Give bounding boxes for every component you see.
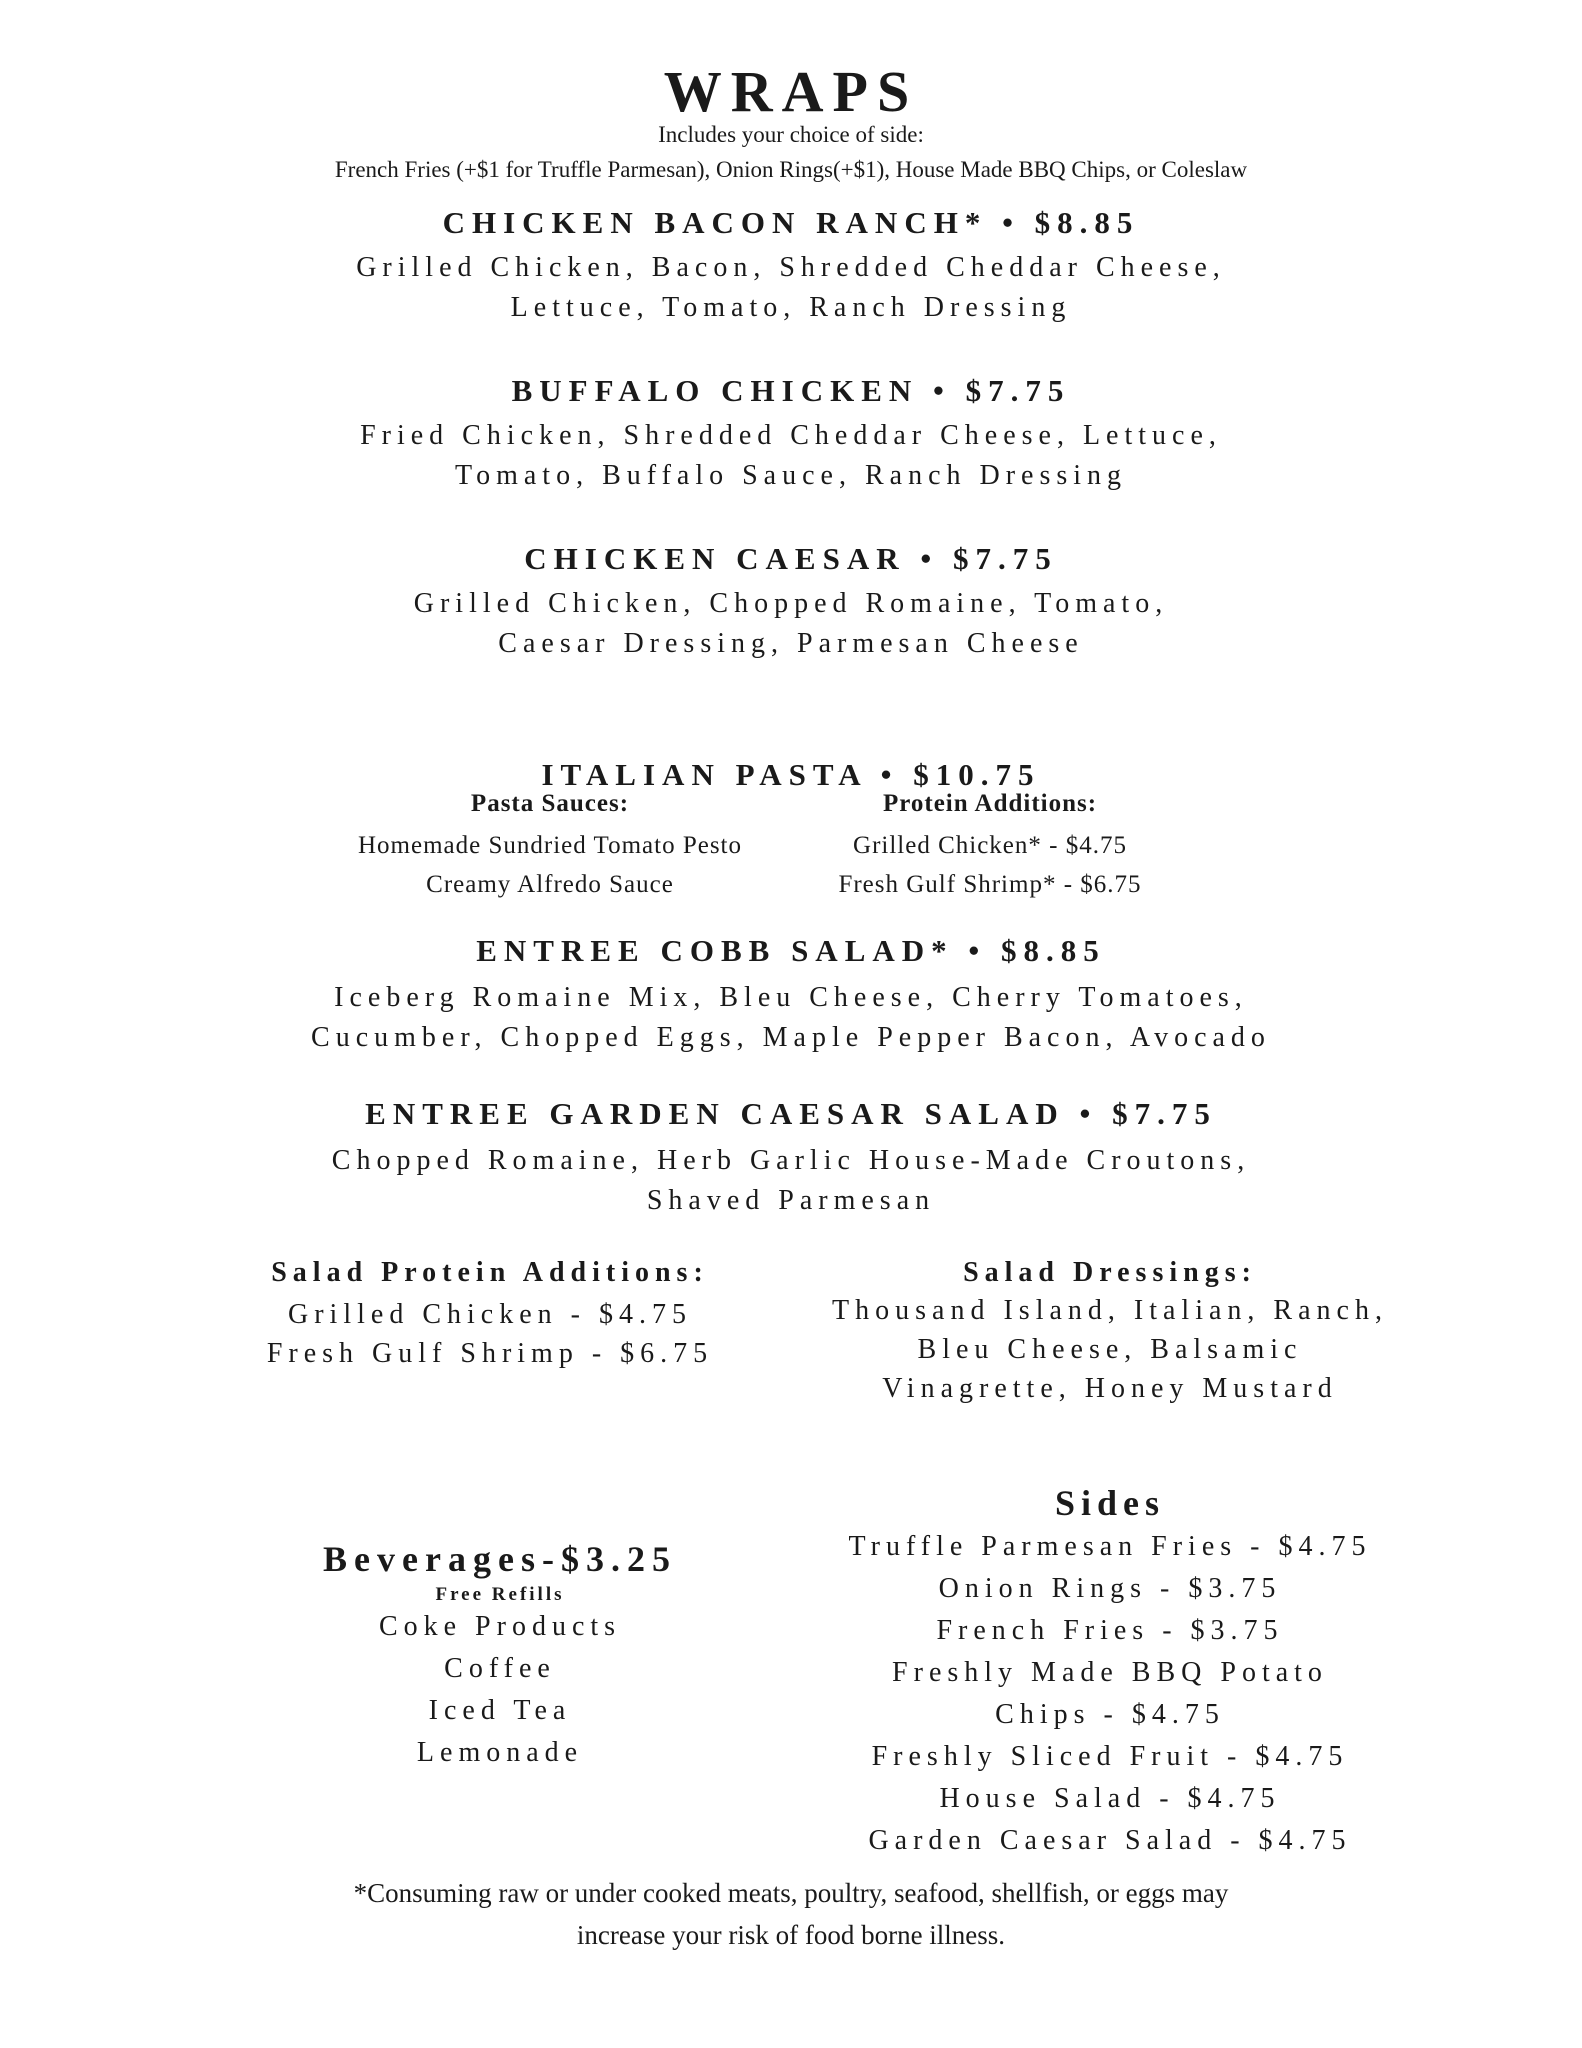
pasta-sauces-title: Pasta Sauces:: [470, 790, 630, 817]
desc-line: Chopped Romaine, Herb Garlic House-Made Croutons,: [331, 1145, 1251, 1176]
dressing-line: Bleu Cheese, Balsamic: [917, 1334, 1303, 1365]
beverage-item: Iced Tea: [428, 1695, 572, 1726]
wraps-title: WRAPS: [663, 59, 919, 124]
pasta-proteins: [790, 790, 1190, 904]
pasta-proteins-title: Protein Additions:: [882, 790, 1098, 817]
pasta-protein-item: Fresh Gulf Shrimp* - $6.75: [838, 871, 1142, 898]
disclaimer-line: increase your risk of food borne illness.: [576, 1920, 1006, 1950]
desc-line: Tomato, Buffalo Sauce, Ranch Dressing: [454, 460, 1128, 491]
pasta-header: ITALIAN PASTA • $10.75: [541, 757, 1041, 792]
wrap-buffalo-chicken-header: BUFFALO CHICKEN • $7.75: [511, 373, 1071, 408]
desc-line: Caesar Dressing, Parmesan Cheese: [498, 628, 1084, 659]
salad-protein-item: Grilled Chicken - $4.75: [288, 1299, 692, 1330]
dressing-line: Vinagrette, Honey Mustard: [882, 1373, 1338, 1404]
salad-dressings: [790, 1257, 1430, 1408]
salad-protein-title: Salad Protein Additions:: [271, 1257, 709, 1288]
pasta-sauces: [320, 790, 780, 904]
food-safety-disclaimer: [0, 1872, 1582, 1956]
side-intro: Includes your choice of side:: [658, 122, 924, 147]
side-item: Chips - $4.75: [995, 1699, 1225, 1730]
salad-dressings-title: Salad Dressings:: [963, 1257, 1257, 1288]
salad-protein-item: Fresh Gulf Shrimp - $6.75: [266, 1338, 714, 1369]
cobb-salad-header: ENTREE COBB SALAD* • $8.85: [476, 933, 1106, 968]
wrap-chicken-caesar-header: CHICKEN CAESAR • $7.75: [524, 541, 1058, 576]
wrap-chicken-caesar-desc: [0, 584, 1582, 664]
desc-line: Fried Chicken, Shredded Cheddar Cheese, Lettuce,: [360, 420, 1222, 451]
side-item: Truffle Parmesan Fries - $4.75: [848, 1531, 1372, 1562]
side-item: French Fries - $3.75: [936, 1615, 1284, 1646]
side-item: Onion Rings - $3.75: [938, 1573, 1282, 1604]
pasta-protein-item: Grilled Chicken* - $4.75: [853, 832, 1127, 859]
cobb-salad-desc: [0, 978, 1582, 1058]
salad-protein-additions: [190, 1257, 790, 1373]
sides-title: Sides: [1054, 1483, 1166, 1523]
desc-line: Cucumber, Chopped Eggs, Maple Pepper Bacon, Avocado: [311, 1022, 1271, 1053]
sides: [790, 1482, 1430, 1862]
beverages: [250, 1538, 750, 1774]
wrap-chicken-bacon-ranch-desc: [0, 248, 1582, 328]
desc-line: Shaved Parmesan: [646, 1185, 936, 1216]
beverages-title: Beverages-$3.25: [323, 1539, 677, 1579]
beverage-item: Lemonade: [416, 1737, 584, 1768]
beverage-item: Coke Products: [378, 1611, 622, 1642]
garden-caesar-salad-desc: [0, 1141, 1582, 1221]
side-item: Garden Caesar Salad - $4.75: [868, 1825, 1352, 1856]
desc-line: Grilled Chicken, Chopped Romaine, Tomato,: [413, 588, 1169, 619]
side-options: French Fries (+$1 for Truffle Parmesan), Onion Rings(+$1), House Made BBQ Chips, or Coleslaw: [334, 157, 1248, 182]
side-item: Freshly Sliced Fruit - $4.75: [871, 1741, 1349, 1772]
wrap-buffalo-chicken-desc: [0, 416, 1582, 496]
side-item: House Salad - $4.75: [939, 1783, 1281, 1814]
desc-line: Grilled Chicken, Bacon, Shredded Cheddar Cheese,: [356, 252, 1226, 283]
free-refills-note: Free Refills: [435, 1584, 565, 1605]
side-item: Freshly Made BBQ Potato: [892, 1657, 1328, 1688]
wrap-chicken-bacon-ranch-header: CHICKEN BACON RANCH* • $8.85: [442, 205, 1140, 240]
desc-line: Lettuce, Tomato, Ranch Dressing: [510, 292, 1072, 323]
pasta-sauce-item: Creamy Alfredo Sauce: [426, 871, 674, 898]
beverage-item: Coffee: [444, 1653, 556, 1684]
garden-caesar-salad-header: ENTREE GARDEN CAESAR SALAD • $7.75: [365, 1096, 1217, 1131]
dressing-line: Thousand Island, Italian, Ranch,: [832, 1295, 1388, 1326]
disclaimer-line: *Consuming raw or under cooked meats, poultry, seafood, shellfish, or eggs may: [353, 1878, 1229, 1908]
desc-line: Iceberg Romaine Mix, Bleu Cheese, Cherry Tomatoes,: [334, 982, 1248, 1013]
pasta-sauce-item: Homemade Sundried Tomato Pesto: [358, 832, 742, 859]
